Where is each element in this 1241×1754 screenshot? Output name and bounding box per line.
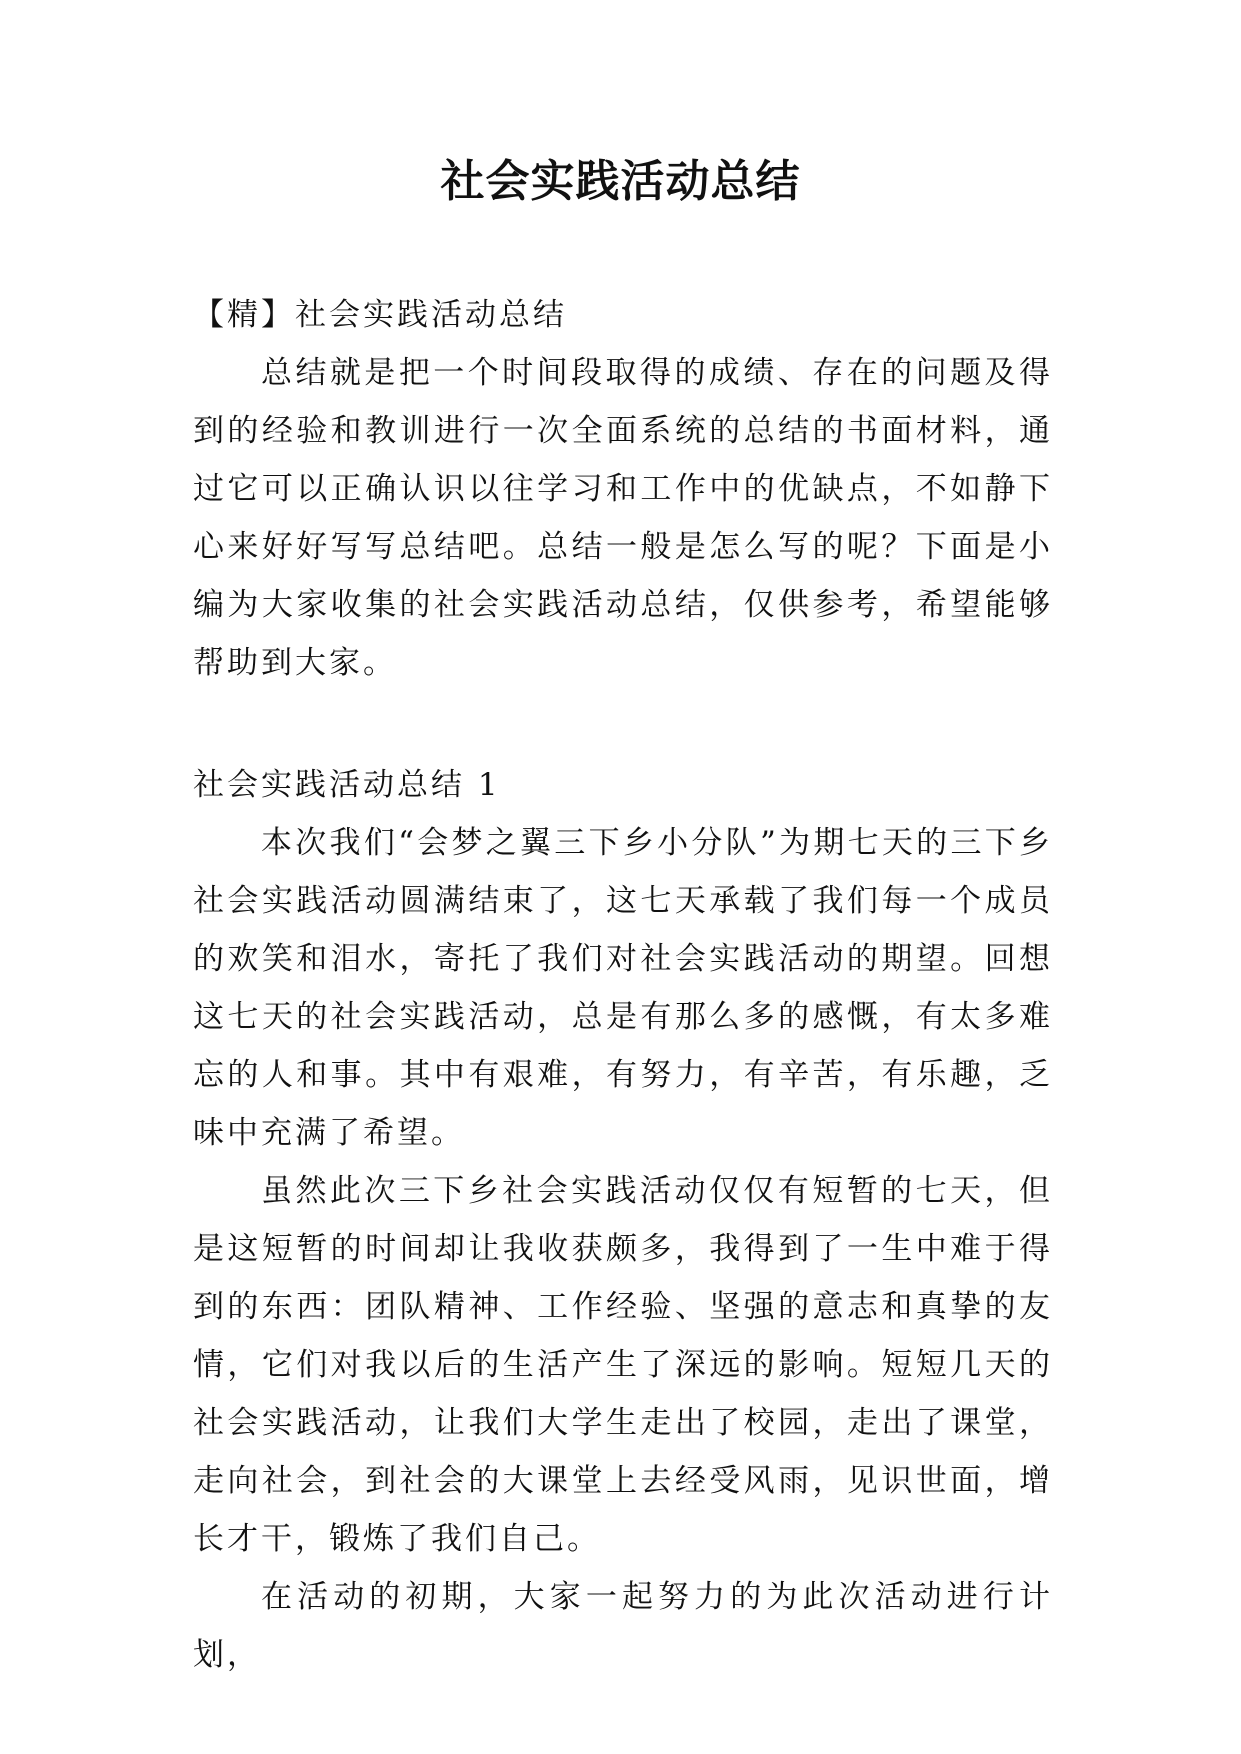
document-body	[193, 286, 1053, 1684]
section-spacer	[193, 692, 1053, 756]
body-paragraph: 本次我们“会梦之翼三下乡小分队”为期七天的三下乡社会实践活动圆满结束了，这七天承载了我们每一个成员的欢笑和泪水，寄托了我们对社会实践活动的期望。回想这七天的社会实践活动，总是有那么多的感慨，有太多难忘的人和事。其中有艰难，有努力，有辛苦，有乐趣，乏味中充满了希望。	[193, 825, 1053, 1151]
intro-paragraph: 总结就是把一个时间段取得的成绩、存在的问题及得到的经验和教训进行一次全面系统的总结的书面材料，通过它可以正确认识以往学习和工作中的优缺点，不如静下心来好好写写总结吧。总结一般是怎么写的呢？下面是小编为大家收集的社会实践活动总结，仅供参考，希望能够帮助到大家。	[193, 355, 1053, 681]
body-paragraph: 在活动的初期，大家一起努力的为此次活动进行计划，	[193, 1579, 1053, 1673]
intro-heading: 【精】社会实践活动总结	[193, 297, 567, 333]
body-paragraph: 虽然此次三下乡社会实践活动仅仅有短暂的七天，但是这短暂的时间却让我收获颇多，我得到了一生中难于得到的东西：团队精神、工作经验、坚强的意志和真挚的友情，它们对我以后的生活产生了深远的影响。短短几天的社会实践活动，让我们大学生走出了校园，走出了课堂，走向社会，到社会的大课堂上去经受风雨，见识世面，增长才干，锻炼了我们自己。	[193, 1173, 1053, 1557]
section-heading: 社会实践活动总结 1	[193, 767, 501, 803]
document-title: 社会实践活动总结	[440, 156, 801, 207]
